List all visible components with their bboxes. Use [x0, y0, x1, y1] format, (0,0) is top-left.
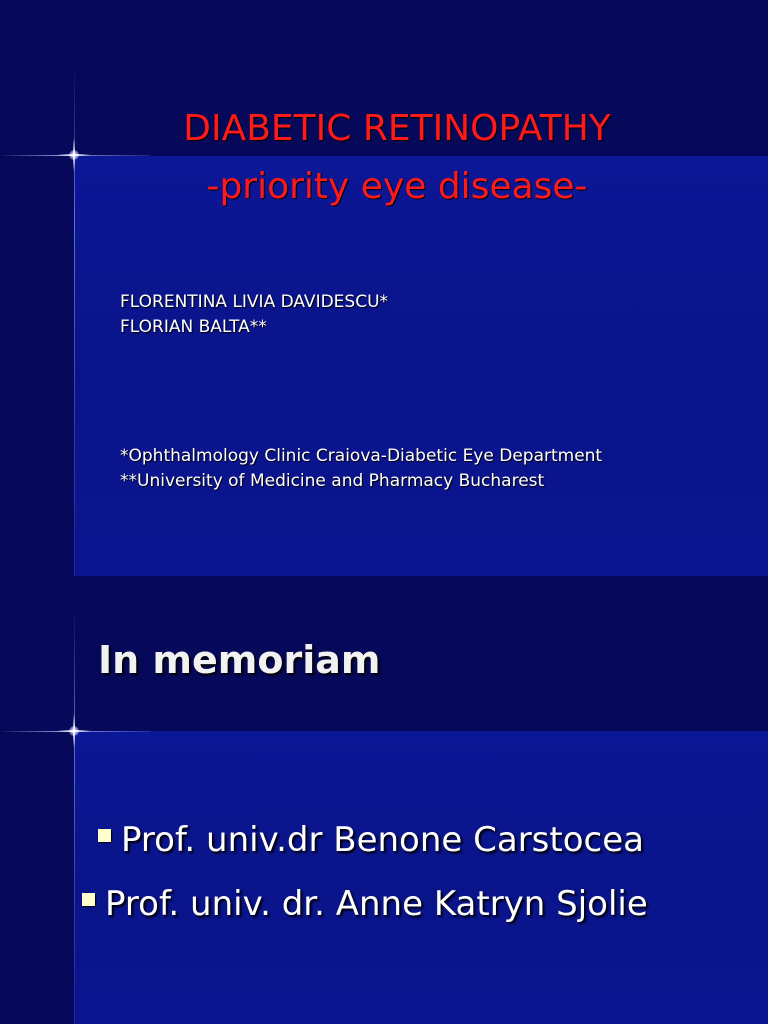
affiliation-1: *Ophthalmology Clinic Craiova-Diabetic Eye Department — [120, 446, 603, 466]
author-2: FLORIAN BALTA** — [120, 317, 267, 337]
square-bullet-icon — [82, 893, 95, 906]
list-item — [98, 818, 644, 862]
slide-title-line-2: -priority eye disease- — [206, 166, 588, 207]
decorative-vertical-line — [74, 606, 75, 1024]
affiliation-2: **University of Medicine and Pharmacy Bucharest — [120, 471, 545, 491]
memoriam-slide — [0, 576, 768, 1024]
slide-background-panel — [74, 156, 768, 576]
list-item-text: Prof. univ. dr. Anne Katryn Sjolie — [105, 884, 648, 924]
sparkle-star-icon — [57, 714, 91, 748]
memoriam-heading: In memoriam — [98, 638, 381, 682]
slide-background-panel — [74, 731, 768, 1024]
slide-title-line-1: DIABETIC RETINOPATHY — [183, 108, 611, 149]
list-item-text: Prof. univ.dr Benone Carstocea — [121, 820, 644, 860]
list-item — [82, 882, 648, 926]
square-bullet-icon — [98, 829, 111, 842]
author-1: FLORENTINA LIVIA DAVIDESCU* — [120, 292, 389, 312]
